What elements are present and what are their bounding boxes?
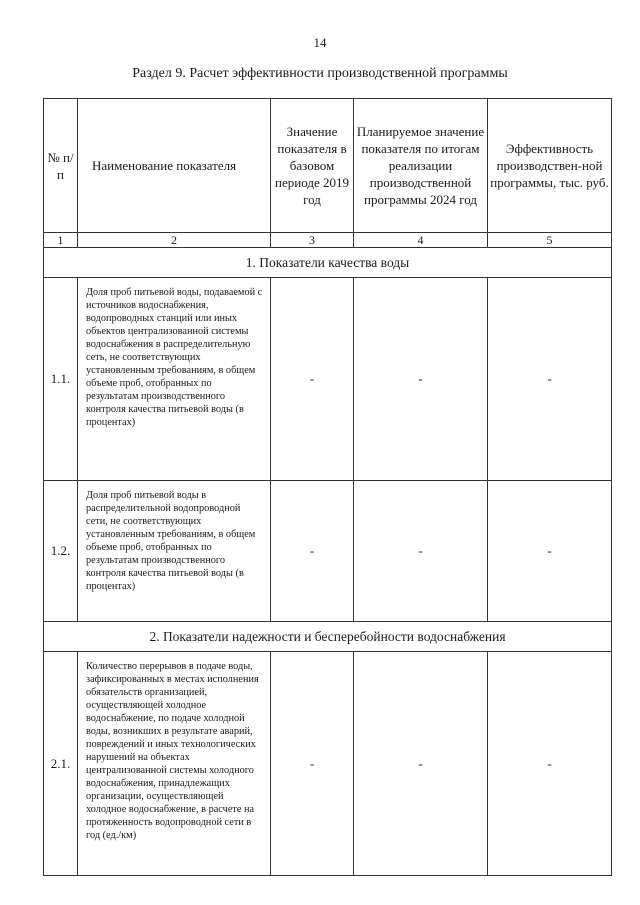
row-number: 1.1. bbox=[44, 278, 78, 481]
column-number: 5 bbox=[488, 233, 612, 248]
group-heading-row bbox=[44, 248, 612, 278]
row-efficiency: - bbox=[488, 652, 612, 876]
header-base-value: Значение показателя в базовом периоде 2019 год bbox=[271, 99, 354, 233]
table-row bbox=[44, 652, 612, 876]
row-efficiency: - bbox=[488, 278, 612, 481]
header-indicator-name: Наименование показателя bbox=[78, 99, 271, 233]
group-heading-row bbox=[44, 622, 612, 652]
row-base-value: - bbox=[271, 652, 354, 876]
column-number: 3 bbox=[271, 233, 354, 248]
table-header-row bbox=[44, 99, 612, 233]
row-base-value: - bbox=[271, 278, 354, 481]
header-planned-value: Планируемое значение показателя по итогам реализации производственной программы 2024 год bbox=[354, 99, 488, 233]
group-heading-reliability: 2. Показатели надежности и бесперебойности водоснабжения bbox=[44, 622, 612, 652]
efficiency-table bbox=[43, 98, 612, 876]
row-planned-value: - bbox=[354, 278, 488, 481]
group-heading-water-quality: 1. Показатели качества воды bbox=[44, 248, 612, 278]
section-title: Раздел 9. Расчет эффективности производственной программы bbox=[132, 66, 508, 81]
column-number: 2 bbox=[78, 233, 271, 248]
column-number: 4 bbox=[354, 233, 488, 248]
row-number: 2.1. bbox=[44, 652, 78, 876]
row-planned-value: - bbox=[354, 652, 488, 876]
row-indicator-name: Доля проб питьевой воды в распределительной водопроводной сети, не соответствующих установленным требованиям, в общем объеме проб, отобранных по результатам производственного контроля качества питьевой воды (в процентах) bbox=[78, 481, 271, 622]
row-indicator-name: Количество перерывов в подаче воды, зафиксированных в местах исполнения обязательств организацией, осуществляющей холодное водоснабжение, по подаче холодной воды, возникших в результате аварий, повреждений и иных технологических нарушений на объектах централизованной системы холодного водоснабжения, принадлежащих организации, осуществляющей холодное водоснабжение, в расчете на протяженность водопроводной сети в год (ед./км) bbox=[78, 652, 271, 876]
column-number-row bbox=[44, 233, 612, 248]
table-row bbox=[44, 278, 612, 481]
table-row bbox=[44, 481, 612, 622]
column-number: 1 bbox=[44, 233, 78, 248]
row-number: 1.2. bbox=[44, 481, 78, 622]
header-index: № п/п bbox=[44, 99, 78, 233]
header-efficiency: Эффективность производствен-ной программы, тыс. руб. bbox=[488, 99, 612, 233]
row-planned-value: - bbox=[354, 481, 488, 622]
row-efficiency: - bbox=[488, 481, 612, 622]
row-indicator-name: Доля проб питьевой воды, подаваемой с источников водоснабжения, водопроводных станций или иных объектов централизованной системы водоснабжения в распределительную сеть, не соответствующих установленным требованиям, в общем объеме проб, отобранных по результатам производственного контроля качества питьевой воды (в процентах) bbox=[78, 278, 271, 481]
page-number: 14 bbox=[313, 35, 327, 50]
row-base-value: - bbox=[271, 481, 354, 622]
